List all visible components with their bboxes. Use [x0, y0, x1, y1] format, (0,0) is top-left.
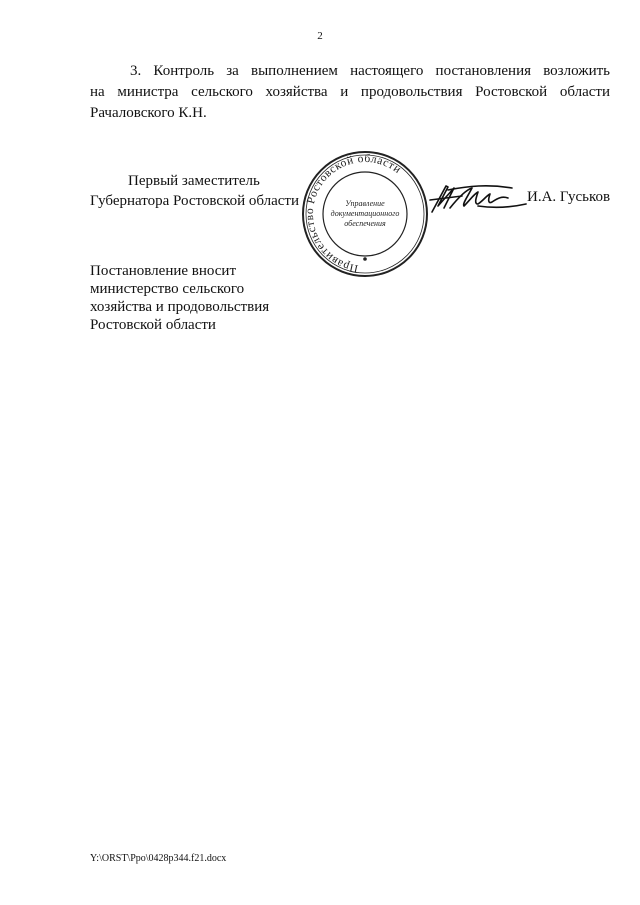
seal-ring-text: Правительство Ростовской области	[303, 152, 404, 275]
seal-star	[363, 257, 367, 261]
submitted-by-line-3: хозяйства и продовольствия	[90, 299, 270, 315]
seal-center-line-3: обеспечения	[344, 219, 386, 228]
signatory-position	[90, 171, 299, 211]
page-number: 2	[317, 30, 323, 42]
paragraph-3-line-1: 3. Контроль за выполнением настоящего постановления возложить	[130, 63, 610, 79]
handwritten-signature	[428, 178, 528, 218]
seal-center-line-1: Управление	[345, 199, 385, 208]
submitted-by-line-1: Постановление вносит	[90, 263, 237, 279]
paragraph-3-line-2: на министра сельского хозяйства и продовольствия Ростовской области	[90, 84, 610, 100]
submitted-by-block	[90, 262, 320, 334]
paragraph-3-line-3: Рачаловского К.Н.	[90, 105, 207, 121]
signatory-title-line-2: Губернатора Ростовской области	[90, 193, 300, 209]
submitted-by-line-2: министерство сельского	[90, 281, 245, 297]
signatory-name: И.А. Гуськов	[527, 189, 611, 205]
seal-center-line-2: документационного	[330, 209, 400, 218]
footer-file-path: Y:\ORST\Ppo\0428p344.f21.docx	[90, 853, 227, 864]
signatory-title-line-1: Первый заместитель	[128, 173, 260, 189]
submitted-by-line-4: Ростовской области	[90, 317, 216, 333]
paragraph-3	[90, 61, 610, 124]
